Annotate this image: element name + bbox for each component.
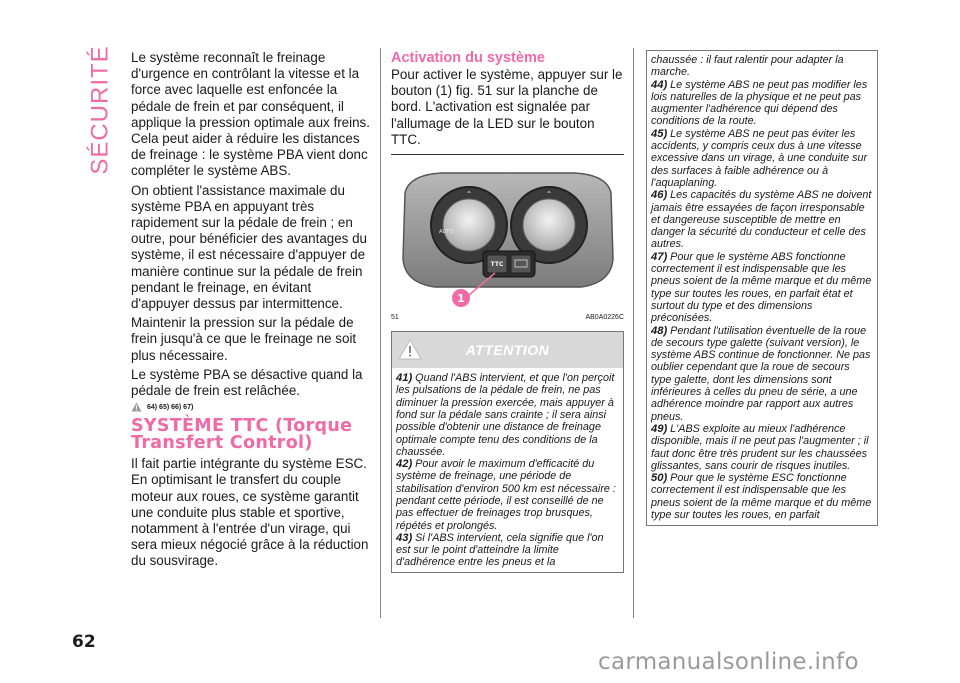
note-number: 45) (651, 127, 668, 140)
note-item (651, 251, 873, 325)
warning-triangle-icon (131, 402, 142, 412)
ttc-button-label: TTC (490, 261, 504, 269)
column-right (646, 50, 878, 526)
note-text: Si l'ABS intervient, cela signifie que l'on est sur le point d'atteindre la limite d'adhérence entre les pneus et la (396, 531, 604, 569)
figure-51 (391, 163, 624, 308)
paragraph: On obtient l'assistance maximale du système PBA en appuyant très rapidement sur la pédale de frein ; en outre, pour bénéficier des avantages du système, il est nécessaire d'appuyer de manière continue sur la pédale de frein pendant le freinage, en évitant d'appuyer dessus par intermittence. (131, 182, 367, 312)
paragraph: Le système PBA se désactive quand la pédale de frein est relâchée. (131, 366, 363, 399)
column-middle (391, 50, 624, 573)
auto-button[interactable]: AUTO (439, 229, 454, 236)
paragraph: Le système reconnaît le freinage d'urgence en contrôlant la vitesse et la force avec laquelle est enfoncée la pédale de frein et par conséquent, il applique la pression optimale aux freins. Cela peut aider à réduire les distances de freinage : le système PBA vient donc compléter le système ABS. (131, 50, 370, 179)
note-number: 50) (651, 472, 668, 485)
note-item (396, 532, 619, 569)
note-number: 49) (651, 422, 668, 435)
column-divider (380, 48, 381, 618)
paragraph: Pour activer le système, appuyer sur le bouton (1) fig. 51 sur la planche de bord. L'activation est signalée par l'allumage de la LED sur le bouton TTC. (391, 67, 623, 147)
note-text: Le système ABS ne peut pas modifier les lois naturelles de la physique et ne peut pas augmenter l'adhérence qui dépend des conditions de la route. (651, 78, 868, 128)
warning-references (131, 402, 371, 412)
paragraph: Il fait partie intégrante du système ESC. En optimisant le transfert du couple moteur aux roues, ce système garantit une conduite plus stable et sportive, notamment à l'entrée d'un virage, qui sera mieux négocié grâce à la réduction du sousvirage. (131, 456, 369, 569)
attention-notes (392, 368, 623, 572)
note-number: 41) (396, 372, 413, 385)
subsection-heading: Activation du système (391, 50, 545, 66)
section-heading: SYSTÈME TTC (Torque Transfert Control) (131, 416, 353, 454)
note-item (651, 325, 873, 423)
figure-caption (391, 314, 624, 321)
watermark-link[interactable]: carmanualsonline.info (598, 649, 859, 675)
warning-triangle-icon (398, 339, 422, 360)
note-text: Pour que le système ESC fonctionne correctement il est indispensable que les pneus soient de la même marque et du même type sur toutes les roues, en parfait (651, 472, 872, 521)
column-divider (633, 48, 634, 618)
note-text: L'ABS exploite au mieux l'adhérence disponible, mais il ne peut pas l'augmenter ; il faut donc être très prudent sur les chaussées glissantes, sans courir de risques inutiles. (651, 422, 869, 472)
paragraph: Maintenir la pression sur la pédale de frein jusqu'à ce que le freinage ne soit plus nécessaire. (131, 315, 357, 363)
note-number: 44) (651, 78, 668, 91)
note-number: 46) (651, 189, 668, 202)
column-left (131, 50, 371, 573)
note-item (651, 128, 873, 189)
note-number: 42) (396, 458, 413, 471)
note-text: Pour avoir le maximum d'efficacité du système de freinage, une période de stabilisation d'environ 500 km est nécessaire : pendant cette période, il est conseillé de ne pas effectuer de freinages trop brusques, répétés et prolongés. (396, 458, 616, 532)
page-number: 62 (72, 632, 96, 652)
note-item (651, 189, 873, 250)
svg-text:⌃: ⌃ (545, 190, 553, 200)
off-button[interactable]: OFF (461, 221, 471, 228)
rear-defrost-button[interactable] (511, 255, 531, 273)
note-text: Pour que le système ABS fonctionne correctement il est indispensable que les pneus soient de la même marque et du même type sur toutes les roues, en parfait état et surtout du type et des dimensions préconisées. (651, 250, 872, 325)
note-item (651, 423, 873, 472)
note-text: Les capacités du système ABS ne doivent jamais être essayées de façon irresponsable et dangereuse susceptible de mettre en danger la sécurité du conducteur et celle des autres. (651, 189, 872, 251)
note-continuation: chaussée : il faut ralentir pour adapter la marche. (651, 54, 844, 79)
attention-title: ATTENTION (465, 342, 550, 359)
note-item (396, 458, 619, 532)
note-number: 48) (651, 324, 668, 337)
note-text: Pendant l'utilisation éventuelle de la roue de secours type galette (suivant version), le système ABS continue de fonctionner. Ne pas oublier cependant que la roue de secours type galette, dont les dimensions sont inférieures à celles du pneu de série, a une adhérence moindre par rapport aux autres pneus. (651, 324, 871, 423)
note-item (396, 372, 619, 458)
note-text: Le système ABS ne peut pas éviter les accidents, y compris ceux dus à une vitesse excessive dans un virage, à une conduite sur des surfaces à faible adhérence ou à l'aquaplaning. (651, 127, 868, 189)
attention-continued-box (646, 50, 878, 526)
note-number: 43) (396, 531, 413, 544)
section-tab-label: SÉCURITÉ (87, 45, 115, 175)
figure-number: 51 (391, 314, 399, 322)
note-text: Quand l'ABS intervient, et que l'on perçoit les pulsations de la pédale de frein, ne pas diminuer la pression exercée, mais appuyer à fond sur la pédale sans crainte ; il sera ainsi possible d'obtenir une distance de freinage optimale compte tenu des conditions de la chaussée. (396, 372, 615, 458)
note-item (651, 472, 873, 521)
callout-number: 1 (457, 292, 465, 306)
note-number: 47) (651, 250, 668, 263)
note-item (651, 79, 873, 128)
attention-box (391, 331, 624, 573)
figure-top-rule (391, 154, 624, 155)
section-tab (86, 40, 116, 180)
dashboard-panel-illustration (391, 163, 624, 308)
attention-header (392, 332, 623, 368)
figure-code: AB0A0226C (585, 314, 624, 322)
reference-numbers: 64) 65) 66) 67) (147, 403, 194, 411)
svg-text:⌃: ⌃ (465, 190, 473, 200)
